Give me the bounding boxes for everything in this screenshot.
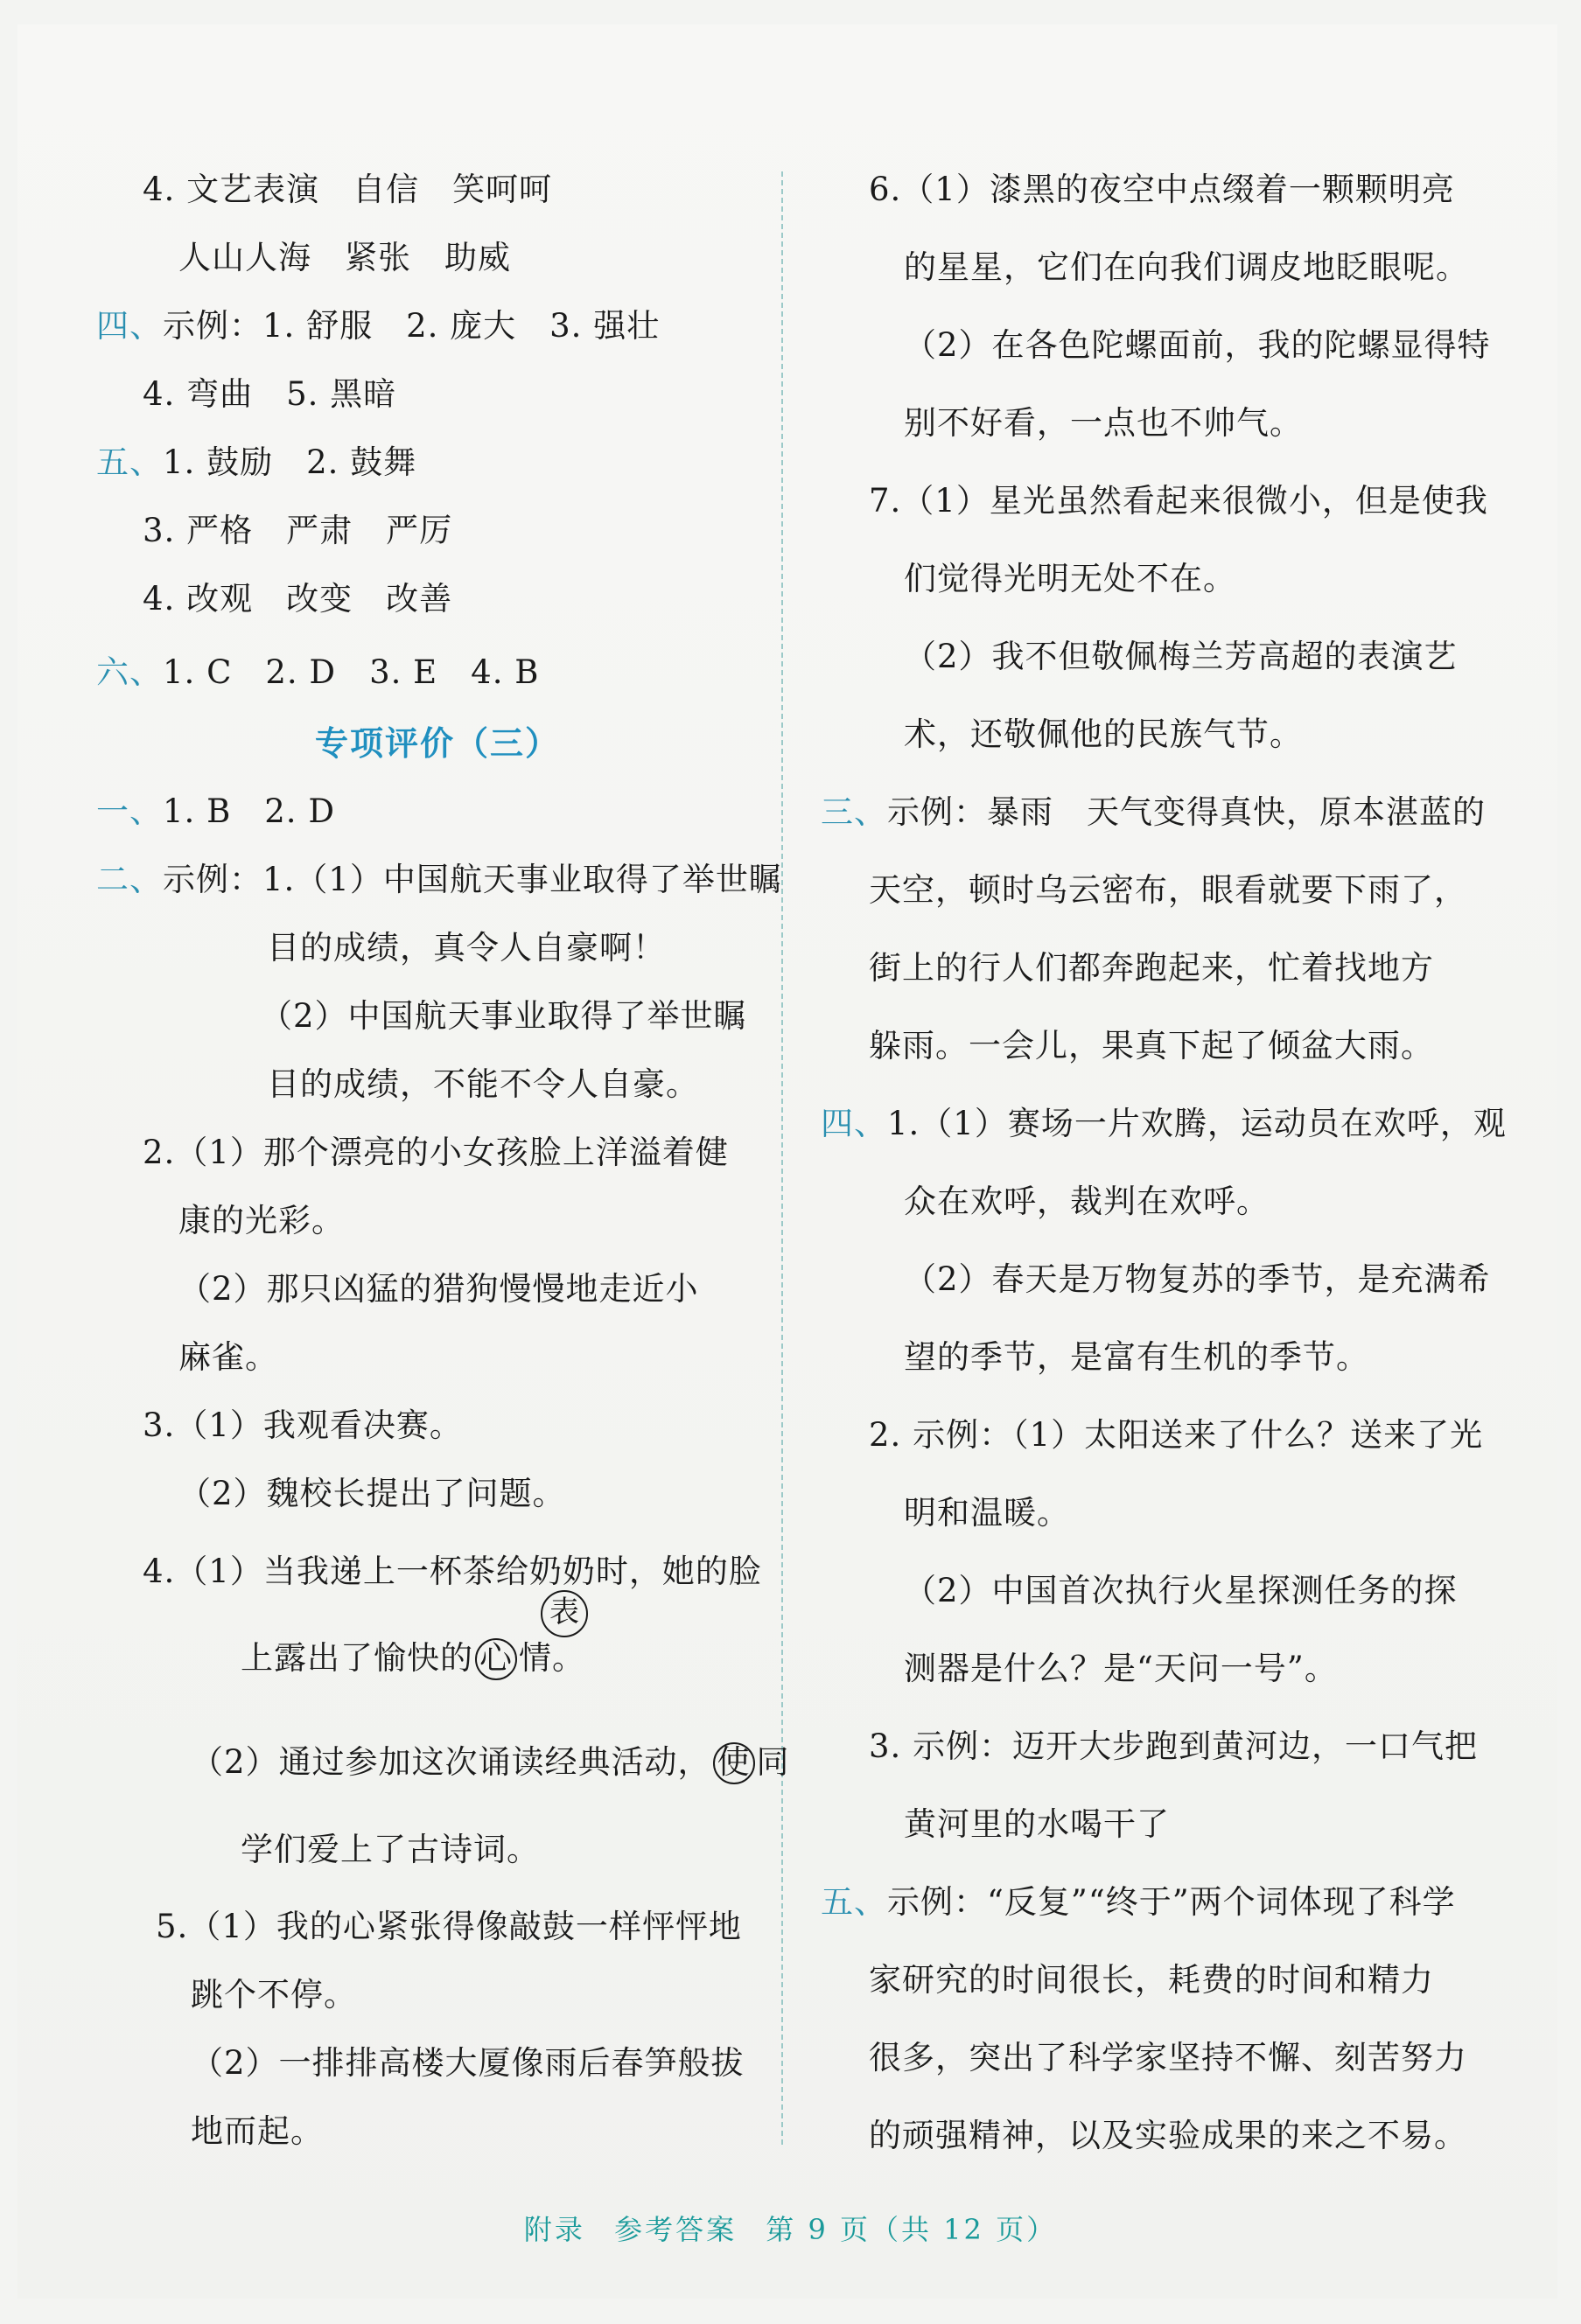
answer-text: 示例：1.（1）中国航天事业取得了举世瞩	[163, 861, 782, 898]
answer-line: 目的成绩，真令人自豪啊！	[267, 929, 666, 967]
section-marker: 四、	[821, 1105, 887, 1142]
answer-line: 麻雀。	[178, 1338, 278, 1376]
answer-line: 的星星，它们在向我们调皮地眨眼呢。	[904, 248, 1469, 286]
answer-line: 很多，突出了科学家坚持不懈、刻苦努力	[869, 2039, 1467, 2076]
answer-line	[241, 1637, 585, 1680]
answer-line: 跳个不停。	[191, 1976, 357, 2013]
answer-text: 1. B 2. D	[163, 792, 335, 830]
answer-line: （2）中国首次执行火星探测任务的探	[904, 1572, 1458, 1609]
answer-line: 7.（1）星光虽然看起来很微小，但是使我	[869, 482, 1488, 520]
answer-line: 众在欢呼，裁判在欢呼。	[904, 1183, 1270, 1220]
circled-character: 心	[475, 1638, 517, 1680]
answer-line: 3. 示例：迈开大步跑到黄河边，一口气把	[869, 1727, 1479, 1765]
answer-line: （2）中国航天事业取得了举世瞩	[260, 997, 747, 1035]
answer-line: 家研究的时间很长，耗费的时间和精力	[869, 1961, 1434, 1999]
section-marker: 一、	[96, 792, 163, 830]
answer-line: 地而起。	[191, 2112, 324, 2150]
section-marker: 五、	[96, 443, 163, 481]
section-marker: 五、	[821, 1883, 887, 1921]
answer-line: 躲雨。一会儿，果真下起了倾盆大雨。	[869, 1027, 1434, 1064]
answer-line: 街上的行人们都奔跑起来，忙着找地方	[869, 949, 1434, 987]
answer-line: 2. 示例：（1）太阳送来了什么？送来了光	[869, 1416, 1484, 1454]
answer-line: 康的光彩。	[178, 1202, 345, 1239]
section-heading: 专项评价（三）	[315, 724, 561, 763]
answer-line	[821, 1102, 1507, 1146]
answer-text: 示例：暴雨 天气变得真快，原本湛蓝的	[887, 793, 1486, 831]
answer-line	[96, 441, 416, 485]
section-marker: 四、	[96, 307, 163, 345]
answer-line: 4. 弯曲 5. 黑暗	[143, 375, 397, 413]
answer-line	[96, 304, 660, 348]
answer-line: （2）魏校长提出了问题。	[178, 1475, 566, 1512]
answer-line: 们觉得光明无处不在。	[904, 560, 1236, 597]
answer-line: 学们爱上了古诗词。	[241, 1831, 540, 1868]
answer-line: 天空，顿时乌云密布，眼看就要下雨了，	[869, 871, 1467, 909]
answer-line	[96, 790, 335, 834]
answer-text: 情。	[519, 1639, 585, 1677]
footer-appendix: 附录	[523, 2213, 585, 2246]
section-marker: 六、	[96, 653, 163, 691]
section-marker: 二、	[96, 861, 163, 898]
answer-line: 术，还敬佩他的民族气节。	[904, 715, 1303, 753]
answer-line	[191, 1741, 790, 1784]
answer-line: 4. 文艺表演 自信 笑呵呵	[143, 171, 553, 208]
answer-line: 测器是什么？是“天问一号”。	[904, 1650, 1338, 1687]
answer-line: 6.（1）漆黑的夜空中点缀着一颗颗明亮	[869, 171, 1455, 208]
footer-answer-label: 参考答案	[614, 2213, 738, 2246]
answer-line: 明和温暖。	[904, 1494, 1070, 1532]
answer-line	[821, 791, 1486, 834]
answer-line: 人山人海 紧张 助威	[178, 239, 511, 276]
answer-line: 3.（1）我观看决赛。	[143, 1406, 463, 1444]
answer-line: 的顽强精神，以及实验成果的来之不易。	[869, 2117, 1467, 2154]
circled-character: 使	[713, 1742, 755, 1784]
answer-text: （2）通过参加这次诵读经典活动，	[191, 1743, 711, 1781]
answer-text: 1.（1）赛场一片欢腾，运动员在欢呼，观	[887, 1105, 1507, 1142]
page-footer	[0, 2208, 1581, 2248]
answer-text: 上露出了愉快的	[241, 1639, 473, 1677]
answer-line: 2.（1）那个漂亮的小女孩脸上洋溢着健	[143, 1134, 729, 1171]
answer-line: （2）一排排高楼大厦像雨后春笋般拔	[191, 2044, 745, 2082]
answer-line: 目的成绩，不能不令人自豪。	[267, 1065, 699, 1103]
answer-text: 示例：1. 舒服 2. 庞大 3. 强壮	[163, 307, 661, 345]
section-marker: 三、	[821, 793, 887, 831]
page-number: 第 9 页（共 12 页）	[766, 2213, 1058, 2246]
answer-line: 4.（1）当我递上一杯茶给奶奶时，她的脸	[143, 1553, 762, 1590]
answer-text: 同	[756, 1743, 790, 1781]
insertion-mark: 表	[541, 1590, 588, 1637]
answer-line: （2）在各色陀螺面前，我的陀螺显得特	[904, 326, 1491, 364]
answer-line: 别不好看，一点也不帅气。	[904, 404, 1303, 442]
answer-line	[821, 1881, 1456, 1924]
answer-line: 3. 严格 严肃 严厉	[143, 512, 453, 549]
answer-line: （2）春天是万物复苏的季节，是充满希	[904, 1260, 1491, 1298]
answer-line: （2）我不但敬佩梅兰芳高超的表演艺	[904, 638, 1458, 675]
answer-line: 黄河里的水喝干了	[904, 1805, 1170, 1843]
answer-text: 1. C 2. D 3. E 4. B	[163, 653, 540, 691]
answer-line: 5.（1）我的心紧张得像敲鼓一样怦怦地	[156, 1908, 742, 1945]
answer-line	[96, 858, 782, 902]
answer-line	[96, 651, 539, 694]
answer-text: 示例：“反复”“终于”两个词体现了科学	[887, 1883, 1456, 1921]
answer-text: 1. 鼓励 2. 鼓舞	[163, 443, 417, 481]
column-divider	[781, 171, 783, 2145]
answer-line: （2）那只凶猛的猎狗慢慢地走近小	[178, 1270, 699, 1308]
answer-line: 望的季节，是富有生机的季节。	[904, 1338, 1369, 1376]
answer-line: 4. 改观 改变 改善	[143, 580, 453, 618]
